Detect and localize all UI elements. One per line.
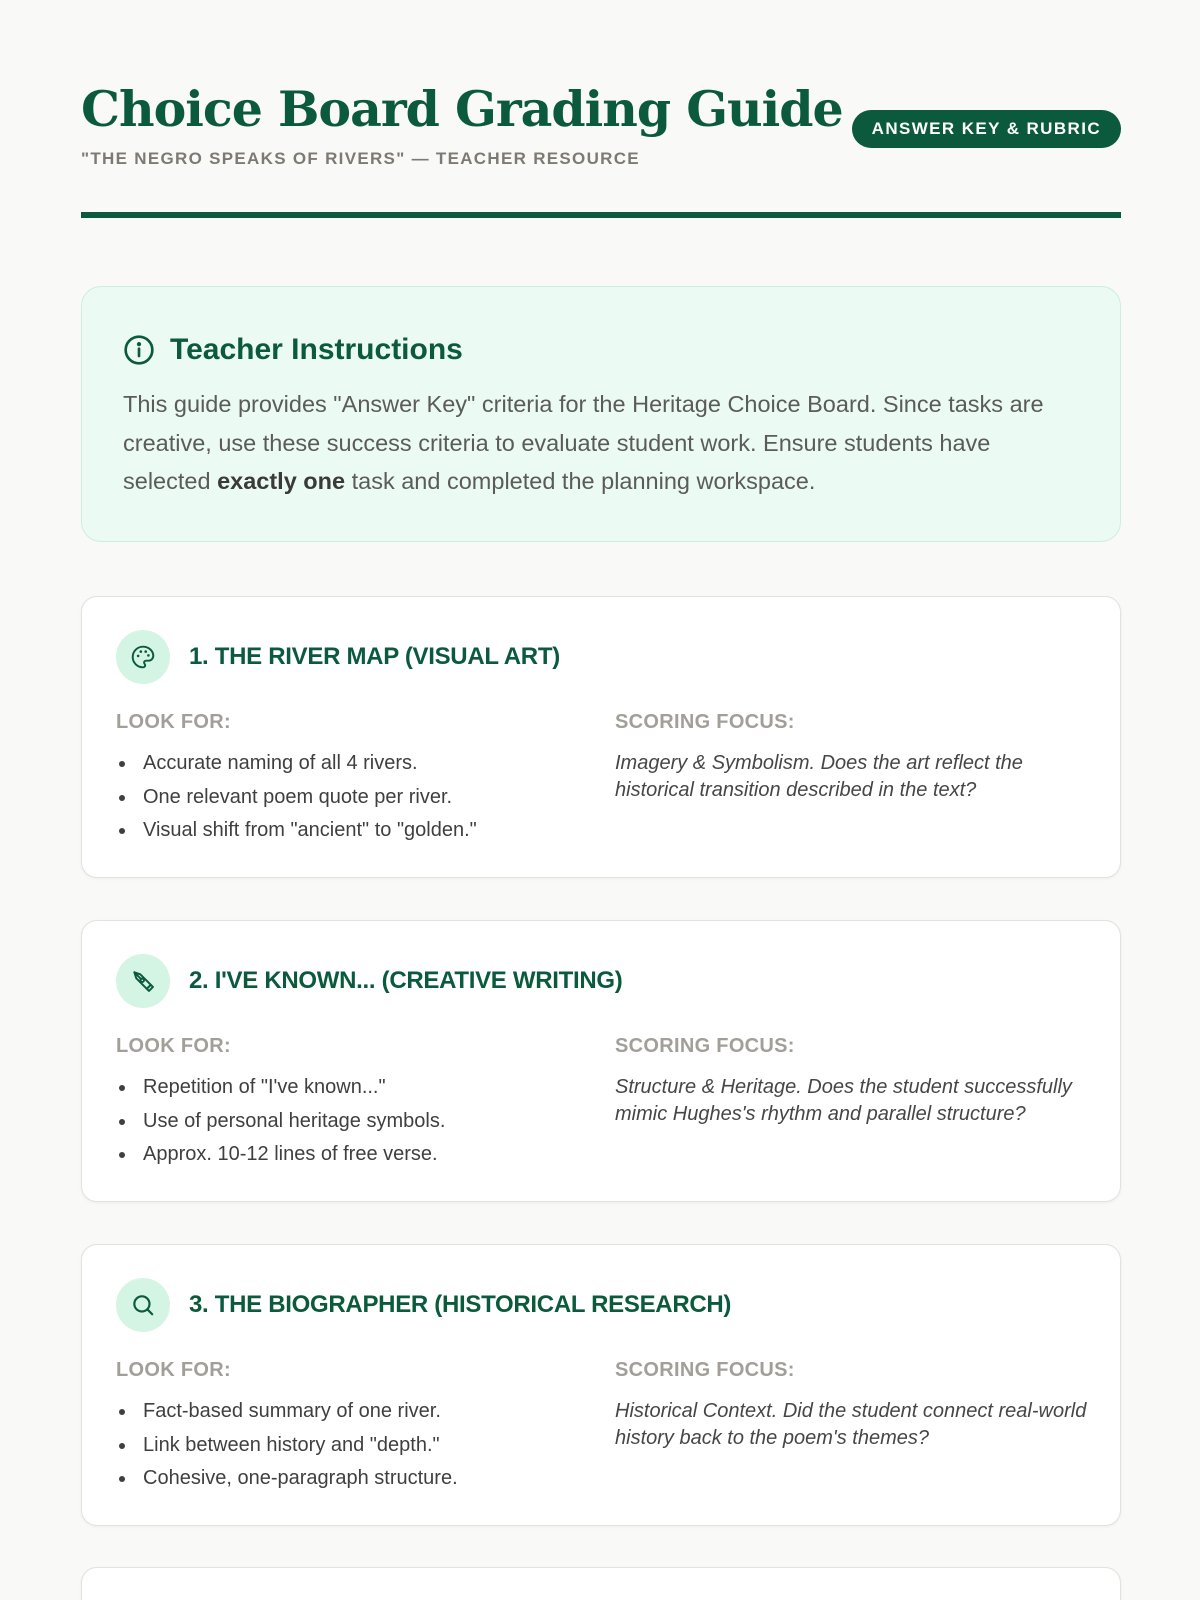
task-title: 3. THE BIOGRAPHER (HISTORICAL RESEARCH): [189, 1291, 732, 1318]
page-subtitle: "THE NEGRO SPEAKS OF RIVERS" — TEACHER RESOURCE: [81, 149, 640, 168]
task-card-header: [116, 630, 560, 684]
instructions-text-start: This guide provides "Answer Key" criteria for the Heritage Choice Board. Since tasks are creative, use these success criteria to evaluate student work. Ensure students have selected: [123, 391, 1044, 494]
scoring-focus-text: Structure & Heritage. Does the student successfully mimic Hughes's rhythm and parallel structure?: [615, 1076, 1072, 1125]
list-item: One relevant poem quote per river.: [116, 781, 477, 815]
task-card-next: [81, 1567, 1121, 1600]
list-item: Approx. 10-12 lines of free verse.: [116, 1138, 445, 1172]
look-for-label: LOOK FOR:: [116, 1035, 231, 1057]
task-title: 2. I'VE KNOWN... (CREATIVE WRITING): [189, 967, 623, 994]
scoring-focus-text: Imagery & Symbolism. Does the art reflect the historical transition described in the text?: [615, 752, 1023, 801]
task-title: 1. THE RIVER MAP (VISUAL ART): [189, 643, 560, 670]
task-icon-badge: [116, 954, 170, 1008]
instructions-emphasis: exactly one: [217, 468, 346, 494]
page-header: [81, 0, 1121, 220]
look-for-list: [116, 1395, 458, 1496]
list-item: Accurate naming of all 4 rivers.: [116, 747, 477, 781]
task-card-biographer: [81, 1244, 1121, 1526]
header-divider: [81, 212, 1121, 218]
instructions-title: Teacher Instructions: [170, 333, 463, 366]
teacher-instructions-panel: [81, 286, 1121, 542]
instructions-heading: [123, 333, 1080, 367]
list-item: Fact-based summary of one river.: [116, 1395, 458, 1429]
look-for-list: [116, 747, 477, 848]
scoring-focus-label: SCORING FOCUS:: [615, 711, 795, 733]
list-item: Link between history and "depth.": [116, 1429, 458, 1463]
info-icon: [123, 334, 155, 366]
task-card-header: [116, 1278, 731, 1332]
scoring-focus-label: SCORING FOCUS:: [615, 1359, 795, 1381]
task-card-creative-writing: [81, 920, 1121, 1202]
look-for-label: LOOK FOR:: [116, 1359, 231, 1381]
answer-key-badge: ANSWER KEY & RUBRIC: [852, 110, 1121, 148]
search-icon: [130, 1292, 156, 1318]
instructions-text-end: task and completed the planning workspace.: [345, 468, 816, 494]
pen-nib-icon: [130, 968, 156, 994]
instructions-body: [123, 385, 1080, 501]
page-title: Choice Board Grading Guide: [81, 80, 843, 138]
task-icon-badge: [116, 630, 170, 684]
list-item: Visual shift from "ancient" to "golden.": [116, 814, 477, 848]
grading-guide-page: [81, 0, 1121, 1489]
list-item: Repetition of "I've known...": [116, 1071, 445, 1105]
palette-icon: [130, 644, 156, 670]
list-item: Use of personal heritage symbols.: [116, 1105, 445, 1139]
list-item: Cohesive, one-paragraph structure.: [116, 1462, 458, 1496]
look-for-list: [116, 1071, 445, 1172]
task-icon-badge: [116, 1278, 170, 1332]
look-for-label: LOOK FOR:: [116, 711, 231, 733]
task-card-river-map: [81, 596, 1121, 878]
task-card-header: [116, 954, 622, 1008]
scoring-focus-label: SCORING FOCUS:: [615, 1035, 795, 1057]
scoring-focus-text: Historical Context. Did the student connect real-world history back to the poem's themes?: [615, 1400, 1087, 1449]
